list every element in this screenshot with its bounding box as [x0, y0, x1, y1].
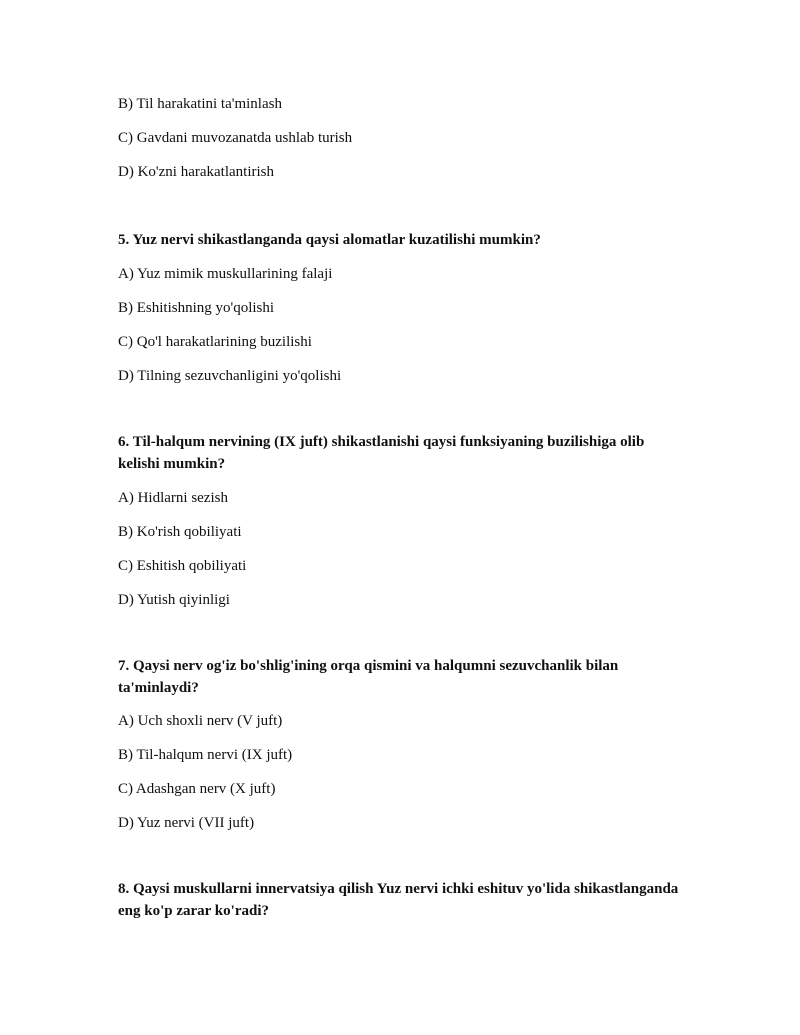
question-7-option-a: A) Uch shoxli nerv (V juft): [118, 713, 283, 729]
question-7-title: 7. Qaysi nerv og'iz bo'shlig'ining orqa qismini va halqumni sezuvchanlik bilan ta'minlaydi?: [118, 658, 619, 696]
option-d: D) Ko'zni harakatlantirish: [118, 164, 274, 180]
option-c: C) Gavdani muvozanatda ushlab turish: [118, 130, 353, 146]
question-5-title: 5. Yuz nervi shikastlanganda qaysi alomatlar kuzatilishi mumkin?: [118, 232, 541, 248]
question-6-title: 6. Til-halqum nervining (IX juft) shikastlanishi qaysi funksiyaning buzilishiga olib kelishi mumkin?: [118, 434, 645, 472]
question-5-option-a: A) Yuz mimik muskullarining falaji: [118, 266, 333, 282]
option-b: B) Til harakatini ta'minlash: [118, 96, 282, 112]
question-5-option-b: B) Eshitishning yo'qolishi: [118, 300, 275, 316]
question-6-option-d: D) Yutish qiyinligi: [118, 592, 230, 608]
question-8-title: 8. Qaysi muskullarni innervatsiya qilish Yuz nervi ichki eshituv yo'lida shikastlanganda eng ko'p zarar ko'radi?: [118, 881, 679, 919]
question-7-option-d: D) Yuz nervi (VII juft): [118, 815, 255, 831]
question-5-option-c: C) Qo'l harakatlarining buzilishi: [118, 334, 312, 350]
question-6-option-a: A) Hidlarni sezish: [118, 490, 228, 506]
question-5-option-d: D) Tilning sezuvchanligini yo'qolishi: [118, 368, 342, 384]
question-7-option-b: B) Til-halqum nervi (IX juft): [118, 747, 293, 763]
question-7-option-c: C) Adashgan nerv (X juft): [118, 781, 276, 797]
question-6-option-c: C) Eshitish qobiliyati: [118, 558, 247, 574]
question-6-option-b: B) Ko'rish qobiliyati: [118, 524, 242, 540]
